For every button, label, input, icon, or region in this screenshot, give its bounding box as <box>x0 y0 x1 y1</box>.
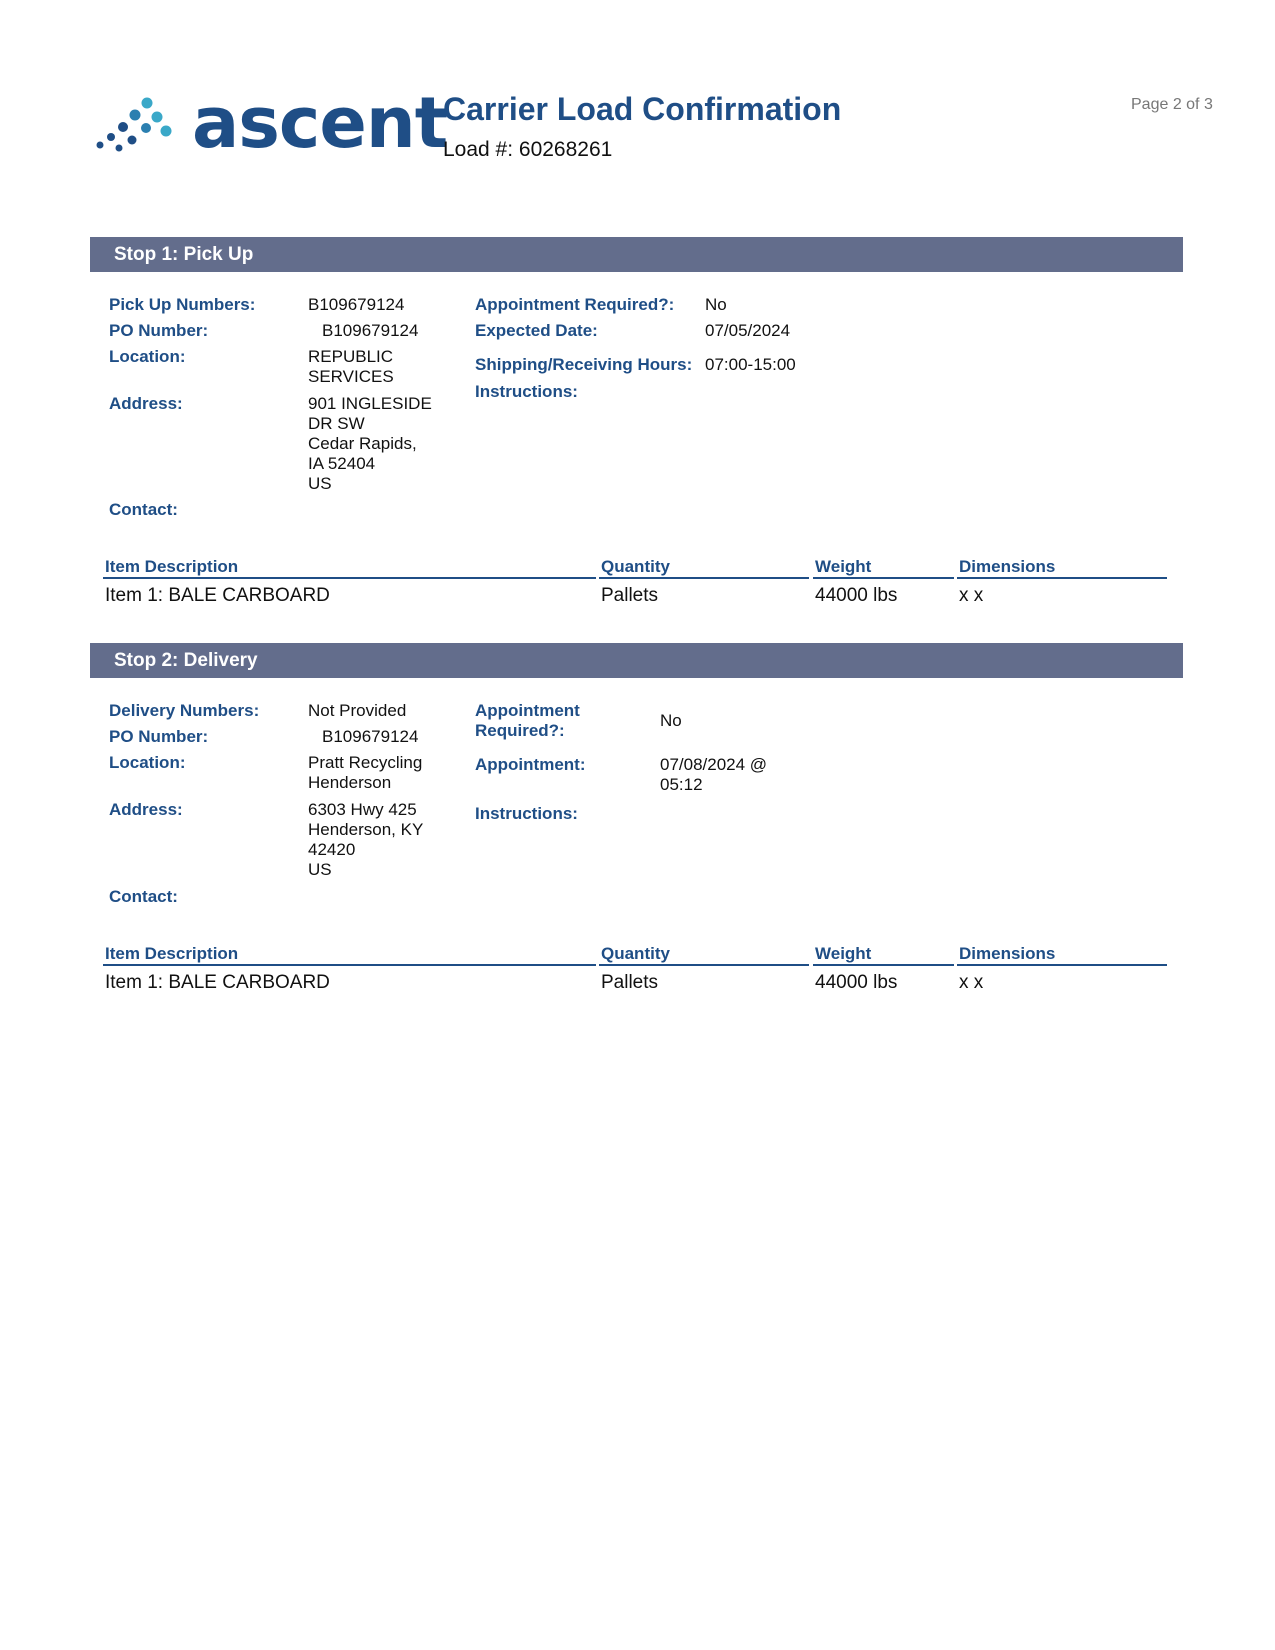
stop1-hours-label: Shipping/Receiving Hours: <box>475 355 693 374</box>
stop2-location-line-2: Henderson <box>308 773 392 792</box>
stop1-numbers-label: Pick Up Numbers: <box>109 295 256 314</box>
stop2-po-value: B109679124 <box>322 727 419 746</box>
stop1-address-line-3: Cedar Rapids, <box>308 434 417 453</box>
stop1-location-line-2: SERVICES <box>308 367 394 386</box>
stop1-item-weight: 44000 lbs <box>815 585 898 606</box>
stop2-col-weight: Weight <box>813 944 954 966</box>
stop2-contact-label: Contact: <box>109 887 178 906</box>
stop2-instructions-label: Instructions: <box>475 804 578 823</box>
stop1-location-label: Location: <box>109 347 186 366</box>
stop2-appointment-line-2: 05:12 <box>660 775 703 794</box>
stop2-item-quantity: Pallets <box>601 972 659 993</box>
stop1-expected-date-label: Expected Date: <box>475 321 598 340</box>
stop1-po-value: B109679124 <box>322 321 419 340</box>
stop2-address-line-3: 42420 <box>308 840 356 859</box>
stop2-col-description: Item Description <box>103 944 596 966</box>
stop2-address-label: Address: <box>109 800 183 819</box>
stop2-location-label: Location: <box>109 753 186 772</box>
stop2-location-value <box>308 753 422 793</box>
load-number: Load #: 60268261 <box>443 138 613 161</box>
stop1-address-value <box>308 394 432 494</box>
stop1-address-line-4: IA 52404 <box>308 454 376 473</box>
stop1-address-line-2: DR SW <box>308 414 365 433</box>
stop2-appt-required-label <box>475 701 580 741</box>
stop1-appt-required-value: No <box>705 295 727 314</box>
stop1-item-dimensions: x x <box>959 585 984 606</box>
stop2-po-label: PO Number: <box>109 727 209 746</box>
stop2-appt-required-label-line-1: Appointment <box>475 701 580 720</box>
stop2-address-line-4: US <box>308 860 332 879</box>
stop2-location-line-1: Pratt Recycling <box>308 753 423 772</box>
stop2-numbers-label: Delivery Numbers: <box>109 701 260 720</box>
stop2-numbers-value: Not Provided <box>308 701 407 720</box>
stop1-appt-required-label: Appointment Required?: <box>475 295 675 314</box>
stop2-address-line-2: Henderson, KY <box>308 820 424 839</box>
stop2-col-dimensions: Dimensions <box>957 944 1167 966</box>
stop2-item-dimensions: x x <box>959 972 984 993</box>
stop1-address-label: Address: <box>109 394 183 413</box>
stop2-appointment-value <box>660 755 767 795</box>
stop1-po-label: PO Number: <box>109 321 209 340</box>
stop1-col-description: Item Description <box>103 557 596 579</box>
logo-wordmark: ascent <box>192 82 448 164</box>
stop2-appointment-label: Appointment: <box>475 755 586 774</box>
stop2-item-weight: 44000 lbs <box>815 972 898 993</box>
stop1-address-line-5: US <box>308 474 332 493</box>
stop1-col-dimensions: Dimensions <box>957 557 1167 579</box>
stop1-hours-value: 07:00-15:00 <box>705 355 796 374</box>
stop2-item-description: Item 1: BALE CARBOARD <box>105 972 330 993</box>
page-indicator: Page 2 of 3 <box>1131 96 1213 113</box>
stop2-appt-required-label-line-2: Required?: <box>475 721 565 740</box>
page-title: Carrier Load Confirmation <box>443 91 842 127</box>
stop1-instructions-label: Instructions: <box>475 382 578 401</box>
stop2-banner: Stop 2: Delivery <box>90 643 1183 678</box>
stop1-numbers-value: B109679124 <box>308 295 405 314</box>
stop1-item-quantity: Pallets <box>601 585 659 606</box>
stop1-address-line-1: 901 INGLESIDE <box>308 394 432 413</box>
stop1-contact-label: Contact: <box>109 500 178 519</box>
stop2-appt-required-value: No <box>660 711 682 730</box>
stop1-item-description: Item 1: BALE CARBOARD <box>105 585 330 606</box>
ascent-logo <box>94 82 448 164</box>
stop2-address-line-1: 6303 Hwy 425 <box>308 800 417 819</box>
logo-dots-icon <box>94 96 189 156</box>
stop2-col-quantity: Quantity <box>599 944 809 966</box>
stop1-location-value <box>308 347 394 387</box>
stop1-location-line-1: REPUBLIC <box>308 347 394 366</box>
stop1-col-weight: Weight <box>813 557 954 579</box>
stop2-appointment-line-1: 07/08/2024 @ <box>660 755 768 774</box>
stop1-banner: Stop 1: Pick Up <box>90 237 1183 272</box>
stop1-col-quantity: Quantity <box>599 557 809 579</box>
stop1-expected-date-value: 07/05/2024 <box>705 321 791 340</box>
stop2-address-value <box>308 800 423 880</box>
